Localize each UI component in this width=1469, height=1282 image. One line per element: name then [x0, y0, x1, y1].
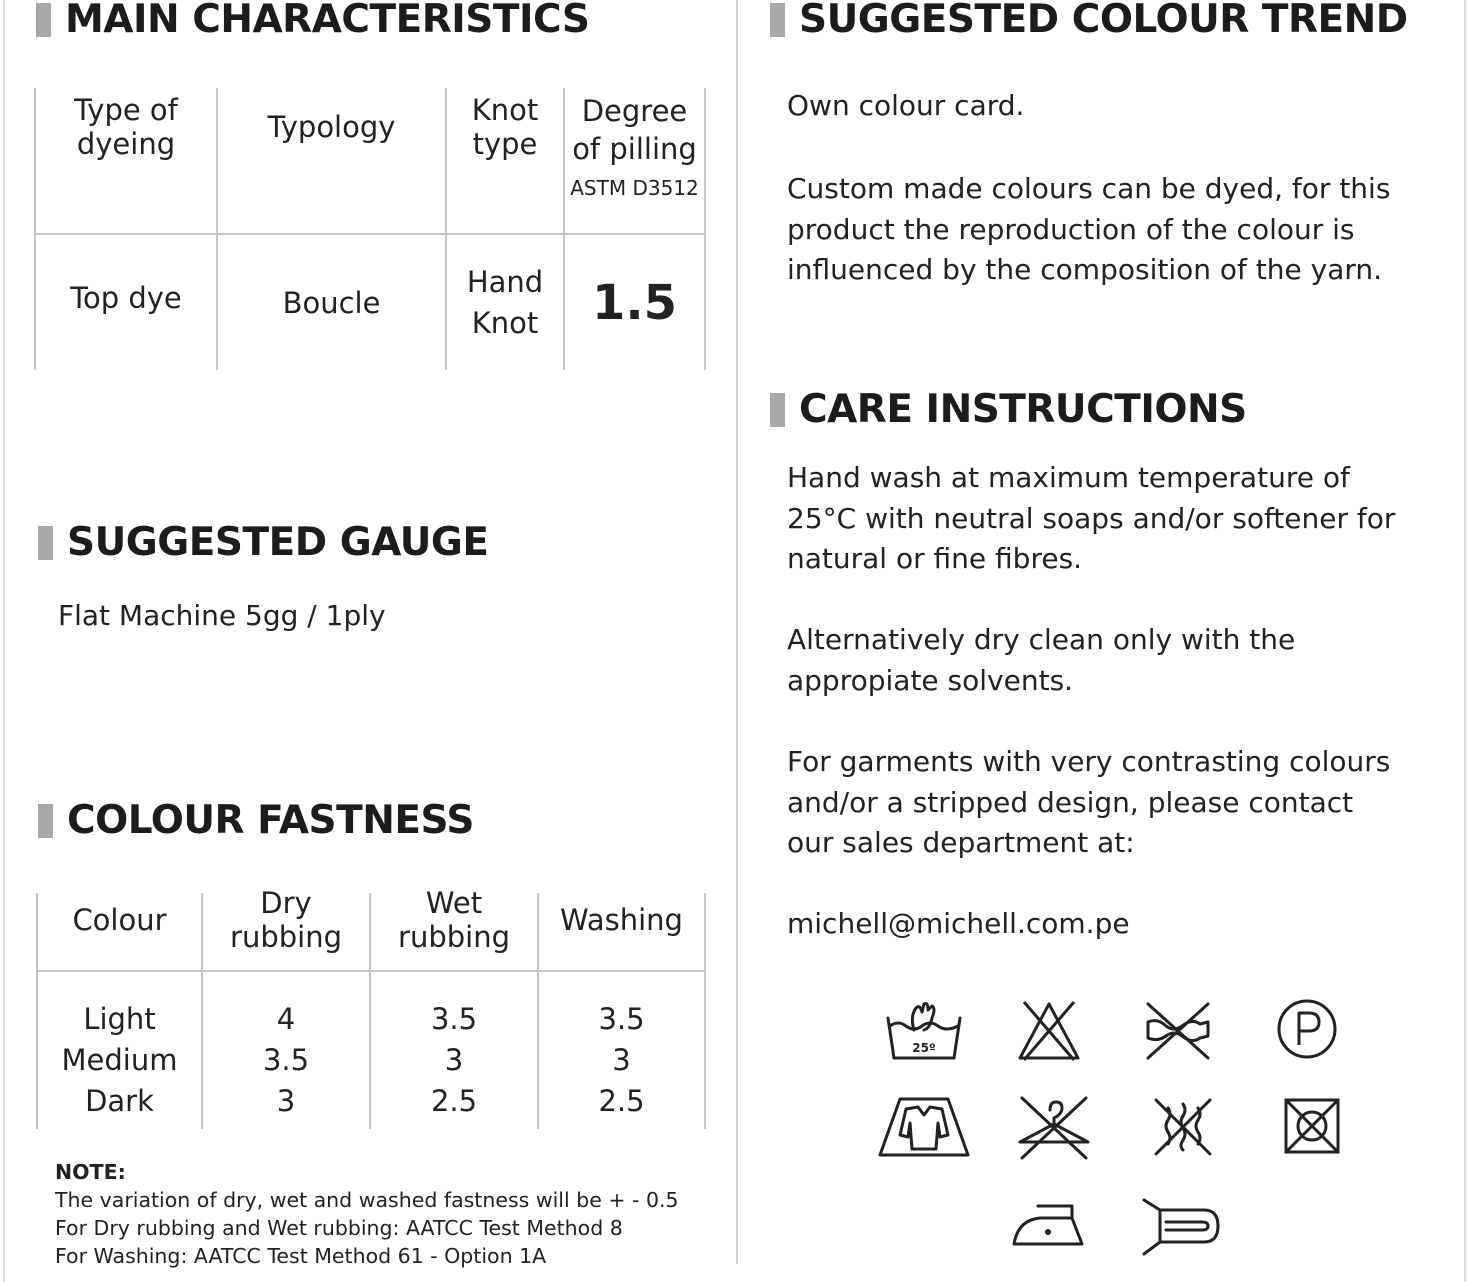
suggested-gauge-heading	[38, 520, 489, 565]
cell-dyeing: Top dye	[70, 280, 182, 315]
care-paragraph-2: Alternatively dry clean only with the appropiate solvents.	[787, 623, 1296, 697]
care-paragraph-1: Hand wash at maximum temperature of 25°C with neutral soaps and/or softener for natural or fine fibres.	[787, 461, 1396, 575]
note-line: The variation of dry, wet and washed fastness will be + - 0.5	[55, 1188, 679, 1212]
colour-fastness-title: COLOUR FASTNESS	[67, 798, 474, 843]
do-not-wring-icon	[1142, 1000, 1214, 1062]
note-line: For Washing: AATCC Test Method 61 - Option 1A	[55, 1244, 547, 1268]
care-instructions-heading	[770, 387, 1247, 432]
dry-clean-p-icon	[1275, 997, 1339, 1061]
cell-knot: Hand Knot	[466, 264, 544, 340]
header-type-of-dyeing: Type of dyeing	[74, 93, 178, 161]
header-washing: Washing	[560, 903, 683, 937]
header-knot-type: Knot type	[471, 93, 539, 161]
heading-bar	[38, 526, 53, 560]
colour-fastness-heading	[38, 798, 474, 843]
care-paragraph-3: For garments with very contrasting colours and/or a stripped design, please contact our sales department at:	[787, 745, 1391, 859]
washing-values: 3.5 3 2.5	[598, 1001, 645, 1118]
header-colour: Colour	[72, 903, 167, 937]
care-instructions-title: CARE INSTRUCTIONS	[799, 387, 1247, 432]
dry-rubbing-values: 4 3.5 3	[262, 1001, 310, 1118]
column-divider	[736, 0, 738, 1264]
sales-email-link[interactable]: michell@michell.com.pe	[787, 907, 1130, 940]
header-typology: Typology	[267, 110, 396, 144]
left-edge	[3, 0, 5, 1282]
header-dry-rubbing: Dry rubbing	[230, 886, 342, 954]
fastness-note	[55, 1158, 679, 1270]
pilling-standard: ASTM D3512	[570, 176, 699, 200]
main-characteristics-title: MAIN CHARACTERISTICS	[65, 0, 590, 42]
suggested-gauge-title: SUGGESTED GAUGE	[67, 520, 489, 565]
do-not-hang-dry-icon	[1014, 1094, 1094, 1162]
gauge-text: Flat Machine 5gg / 1ply	[58, 599, 386, 632]
wet-rubbing-values: 3.5 3 2.5	[430, 1001, 478, 1118]
wash-temperature-label: 25º	[912, 1041, 936, 1055]
main-characteristics-heading	[36, 0, 589, 42]
note-label: NOTE:	[55, 1160, 126, 1184]
do-not-steam-icon	[1150, 1094, 1216, 1160]
heading-bar	[36, 3, 51, 37]
colour-trend-title: SUGGESTED COLOUR TREND	[799, 0, 1408, 42]
colour-values: Light Medium Dark	[61, 1001, 178, 1118]
do-not-tumble-dry-icon	[1282, 1096, 1342, 1156]
line-dry-icon	[1140, 1196, 1224, 1258]
colour-trend-heading	[770, 0, 1408, 42]
cell-pilling: 1.5	[591, 274, 678, 331]
note-line: For Dry rubbing and Wet rubbing: AATCC Test Method 8	[55, 1216, 623, 1240]
heading-bar	[770, 393, 785, 427]
dry-flat-in-shade-icon	[878, 1095, 970, 1159]
heading-bar	[770, 3, 785, 37]
own-colour-card-text: Own colour card.	[787, 89, 1025, 122]
header-wet-rubbing: Wet rubbing	[398, 886, 510, 954]
iron-low-heat-icon	[1010, 1196, 1086, 1248]
header-degree-of-pilling: Degree of pilling ASTM D3512	[570, 94, 699, 200]
hand-wash-25-icon	[884, 1000, 964, 1062]
colour-trend-paragraph: Custom made colours can be dyed, for this product the reproduction of the colour is influenced by the composition of the yarn.	[787, 172, 1391, 286]
heading-bar	[38, 804, 53, 838]
do-not-bleach-icon	[1016, 998, 1082, 1064]
right-edge	[1464, 0, 1466, 1282]
cell-typology: Boucle	[282, 285, 381, 320]
